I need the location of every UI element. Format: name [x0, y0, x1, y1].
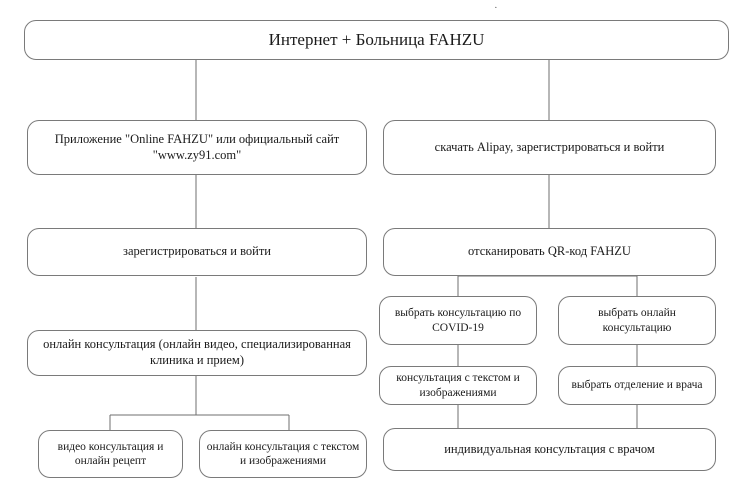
- node-consult: онлайн консультация (онлайн видео, специализированная клиника и прием): [27, 330, 367, 376]
- top-mark: ·: [494, 2, 498, 14]
- node-register: зарегистрироваться и войти: [27, 228, 367, 276]
- node-qr: отсканировать QR-код FAHZU: [383, 228, 716, 276]
- node-app: Приложение "Online FAHZU" или официальный сайт "www.zy91.com": [27, 120, 367, 175]
- node-online-text-consult: онлайн консультация с текстом и изображениями: [199, 430, 367, 478]
- node-individual-consult: индивидуальная консультация с врачом: [383, 428, 716, 471]
- node-department: выбрать отделение и врача: [558, 366, 716, 405]
- node-title: Интернет + Больница FAHZU: [24, 20, 729, 60]
- node-text-images: консультация с текстом и изображениями: [379, 366, 537, 405]
- node-video-consult: видео консультация и онлайн рецепт: [38, 430, 183, 478]
- node-covid-consult: выбрать консультацию по COVID-19: [379, 296, 537, 345]
- node-online-consult: выбрать онлайн консультацию: [558, 296, 716, 345]
- node-alipay: скачать Alipay, зарегистрироваться и войти: [383, 120, 716, 175]
